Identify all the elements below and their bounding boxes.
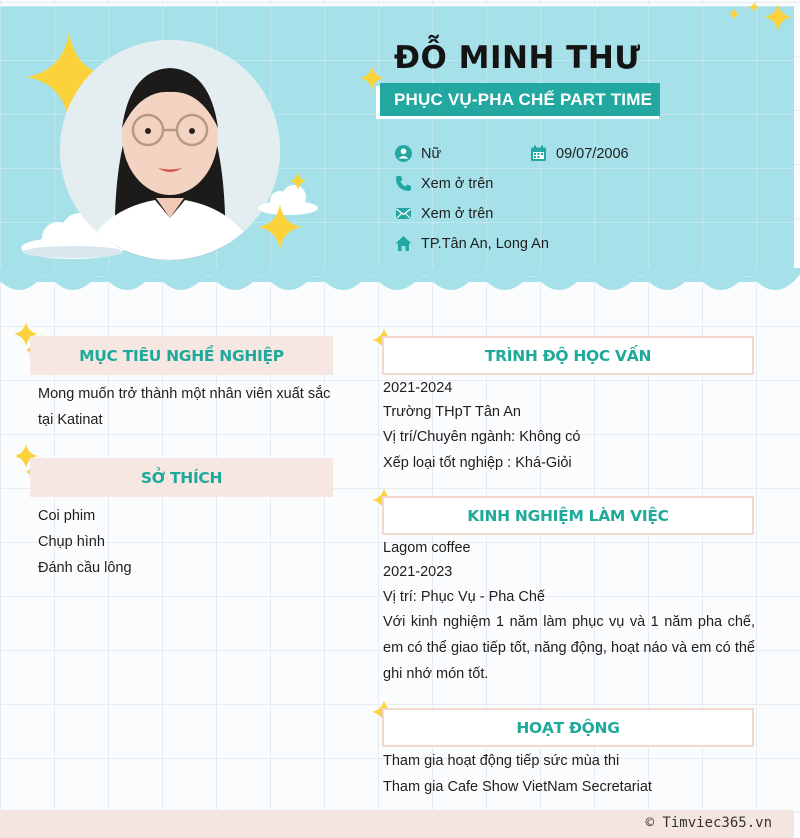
- birthday-value: 09/07/2006: [556, 145, 629, 162]
- phone-value: Xem ở trên: [421, 175, 494, 192]
- hobby-item: Chụp hình: [38, 534, 105, 550]
- experience-description: Với kinh nghiệm 1 năm làm phục vụ và 1 năm pha chế, em có thể giao tiếp tốt, năng động, hoạt náo và em có thể ghi nhớ món tốt.: [383, 614, 755, 682]
- objective-line-2: tại Katinat: [38, 412, 103, 428]
- small-star-icon: [290, 172, 306, 190]
- education-grade: Xếp loại tốt nghiệp : Khá-Giỏi: [383, 455, 572, 471]
- address-row: [395, 235, 549, 252]
- home-icon: [395, 235, 412, 252]
- phone-icon: [395, 175, 412, 192]
- desired-position: PHỤC VỤ-PHA CHẾ PART TIME: [380, 83, 660, 116]
- activity-item: Tham gia Cafe Show VietNam Secretariat: [383, 779, 652, 795]
- experience-position: Vị trí: Phục Vụ - Pha Chế: [383, 589, 545, 605]
- education-section-title: TRÌNH ĐỘ HỌC VẤN: [382, 336, 754, 375]
- address-value: TP.Tân An, Long An: [421, 235, 549, 252]
- experience-period: 2021-2023: [383, 564, 453, 580]
- candidate-name: ĐỖ MINH THƯ: [394, 40, 641, 76]
- person-icon: [395, 145, 412, 162]
- objective-line-1: Mong muốn trở thành một nhân viên xuất sắc: [38, 386, 331, 402]
- hobby-item: Coi phim: [38, 508, 96, 524]
- footer-copyright: © Timviec365.vn: [645, 815, 772, 831]
- birthday-row: [530, 145, 629, 162]
- hobbies-section-title: SỞ THÍCH: [30, 458, 333, 497]
- objective-section-title: MỤC TIÊU NGHỀ NGHIỆP: [30, 336, 333, 375]
- activities-section-title: HOẠT ĐỘNG: [382, 708, 754, 747]
- education-school: Trường THpT Tân An: [383, 404, 521, 420]
- calendar-icon: [530, 145, 547, 162]
- email-row: [395, 205, 493, 222]
- phone-row: [395, 175, 493, 192]
- gender-value: Nữ: [421, 145, 442, 162]
- sparkle-cluster-icon: [722, 2, 794, 34]
- email-value: Xem ở trên: [421, 205, 494, 222]
- activity-item: Tham gia hoạt động tiếp sức mùa thi: [383, 753, 620, 769]
- gender-row: [395, 145, 441, 162]
- education-period: 2021-2024: [383, 380, 453, 396]
- education-major: Vị trí/Chuyên ngành: Không có: [383, 429, 581, 445]
- mail-icon: [395, 205, 412, 222]
- profile-photo: [60, 40, 280, 260]
- experience-company: Lagom coffee: [383, 540, 471, 556]
- star-icon: [258, 204, 302, 250]
- hobby-item: Đánh cầu lông: [38, 560, 132, 576]
- experience-section-title: KINH NGHIỆM LÀM VIỆC: [382, 496, 754, 535]
- scallop-border: [0, 268, 800, 298]
